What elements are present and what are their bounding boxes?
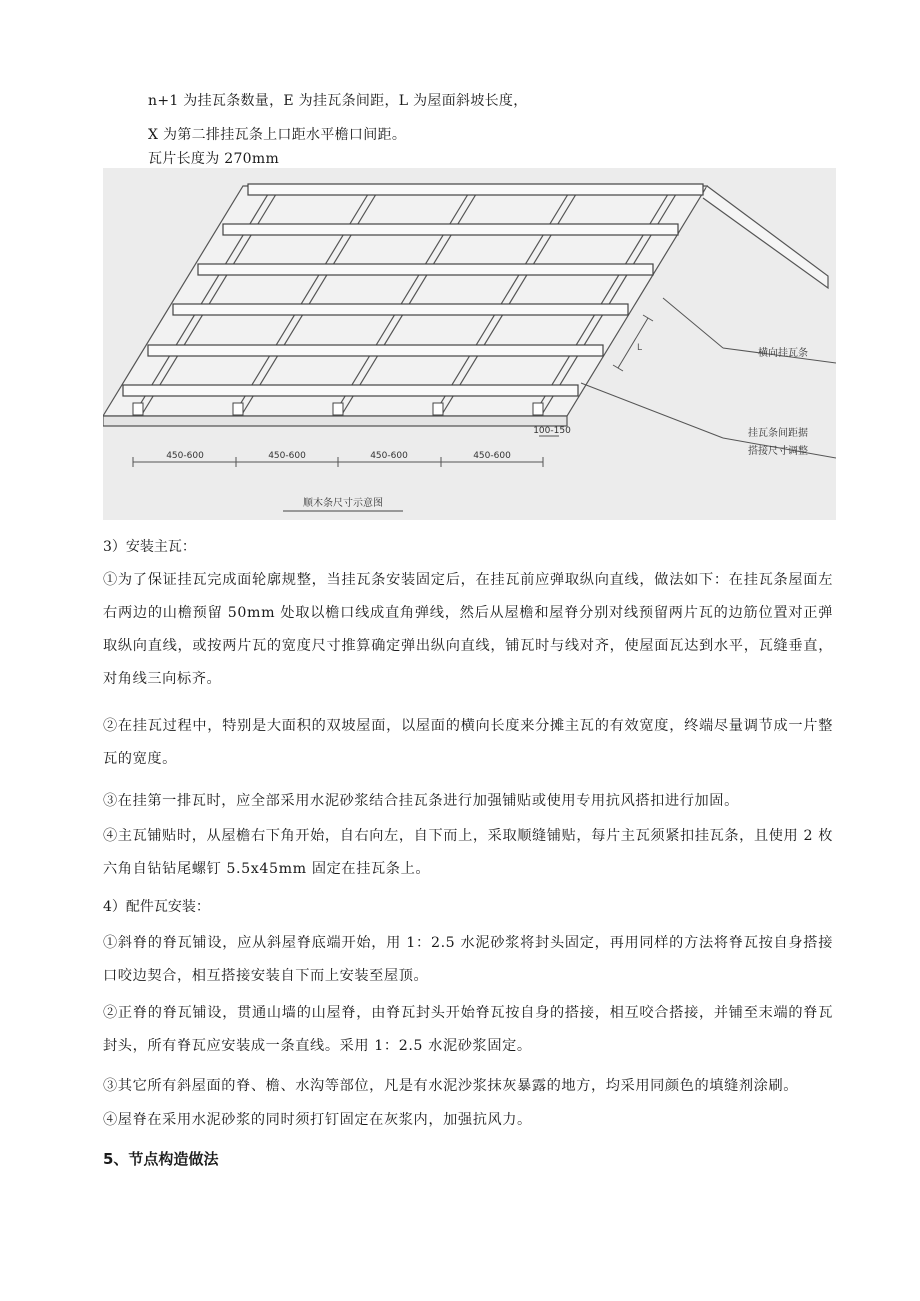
label-spacing-1: 挂瓦条间距据 <box>748 428 808 439</box>
batten-diagram <box>103 168 836 520</box>
section-3-para-1: ①为了保证挂瓦完成面轮廓规整，当挂瓦条安装固定后，在挂瓦前应弹取纵向直线，做法如下：在挂瓦条屋面左右两边的山檐预留 50mm 处取以檐口线成直角弹线，然后从屋檐和屋脊分别对线预留两片瓦的边筋位置对正弹取纵向直线，或按两片瓦的宽度尺寸推算确定弹出纵向直线，铺瓦时与线对齐，使屋面瓦达到水平，瓦缝垂直，对角线三向标齐。 <box>103 572 833 687</box>
label-horizontal-batten: 横向挂瓦条 <box>758 348 808 359</box>
section-4-heading: 4）配件瓦安装： <box>103 899 210 915</box>
figure-caption: 顺木条尺寸示意图 <box>303 498 383 509</box>
section-5-heading: 5、节点构造做法 <box>103 1150 219 1168</box>
intro-line-3: 瓦片长度为 270mm <box>148 151 280 167</box>
dim-span-3: 450-600 <box>370 451 408 461</box>
section-3-para-4: ④主瓦铺贴时，从屋檐右下角开始，自右向左，自下而上，采取顺缝铺贴，每片主瓦须紧扣挂瓦条，且使用 2 枚六角自钻钻尾螺钉 5.5x45mm 固定在挂瓦条上。 <box>103 828 833 877</box>
dim-eave: 100-150 <box>533 426 571 436</box>
dim-span-1: 450-600 <box>166 451 204 461</box>
section-3-heading: 3）安装主瓦： <box>103 539 196 555</box>
section-4-para-1: ①斜脊的脊瓦铺设，应从斜屋脊底端开始，用 1：2.5 水泥砂浆将封头固定，再用同样的方法将脊瓦按自身搭接口咬边契合，相互搭接安装自下而上安装至屋顶。 <box>103 935 833 984</box>
slope-mark: L <box>637 343 643 353</box>
section-4-para-2: ②正脊的脊瓦铺设，贯通山墙的山屋脊，由脊瓦封头开始脊瓦按自身的搭接，相互咬合搭接，并铺至末端的脊瓦封头，所有脊瓦应安装成一条直线。采用 1：2.5 水泥砂浆固定。 <box>103 1005 833 1054</box>
section-3-para-2: ②在挂瓦过程中，特别是大面积的双坡屋面，以屋面的横向长度来分摊主瓦的有效宽度，终端尽量调节成一片整瓦的宽度。 <box>103 718 833 767</box>
dim-span-2: 450-600 <box>268 451 306 461</box>
intro-line-1: n+1 为挂瓦条数量，E 为挂瓦条间距，L 为屋面斜坡长度， <box>148 93 528 109</box>
intro-line-2: X 为第二排挂瓦条上口距水平檐口间距。 <box>148 127 407 143</box>
batten-diagram-svg <box>103 168 836 520</box>
section-4-para-3: ③其它所有斜屋面的脊、檐、水沟等部位，凡是有水泥沙浆抹灰暴露的地方，均采用同颜色的填缝剂涂刷。 <box>103 1078 799 1094</box>
section-3-para-3: ③在挂第一排瓦时，应全部采用水泥砂浆结合挂瓦条进行加强铺贴或使用专用抗风搭扣进行加固。 <box>103 793 739 809</box>
label-spacing-2: 搭接尺寸调整 <box>748 446 808 457</box>
section-4-para-4: ④屋脊在采用水泥砂浆的同时须打钉固定在灰浆内，加强抗风力。 <box>103 1112 532 1128</box>
dim-span-4: 450-600 <box>473 451 511 461</box>
